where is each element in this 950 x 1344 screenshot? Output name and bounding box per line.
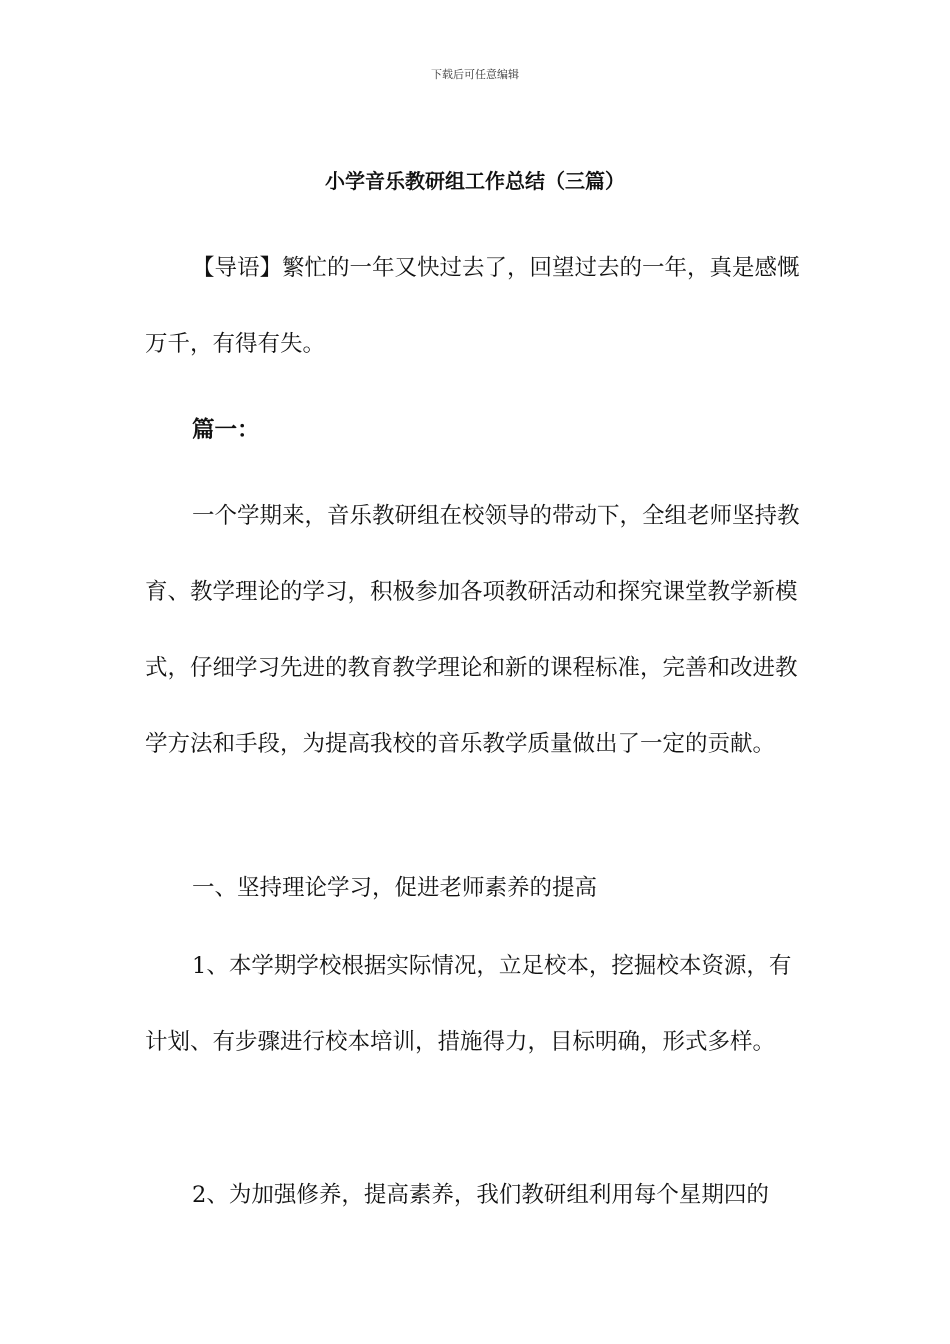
section-heading: 篇一：	[192, 417, 260, 443]
intro-paragraph: 【导语】繁忙的一年又快过去了，回望过去的一年，真是感慨万千，有得有失。	[145, 255, 800, 357]
body-paragraph: 一个学期来，音乐教研组在校领导的带动下，全组老师坚持教育、教学理论的学习，积极参加各项教研活动和探究课堂教学新模式，仔细学习先进的教育教学理论和新的课程标准，完善和改进教学方法和手段，为提高我校的音乐教学质量做出了一定的贡献。	[145, 503, 800, 757]
page-header-note: 下载后可任意编辑	[431, 68, 519, 81]
body-paragraph: 2、为加强修养，提高素养，我们教研组利用每个星期四的	[192, 1182, 769, 1208]
document-title: 小学音乐教研组工作总结（三篇）	[325, 169, 625, 193]
body-paragraph: 1、本学期学校根据实际情况，立足校本，挖掘校本资源，有计划、有步骤进行校本培训，措施得力，目标明确，形式多样。	[145, 953, 792, 1055]
subsection-heading: 一、坚持理论学习，促进老师素养的提高	[192, 875, 598, 901]
